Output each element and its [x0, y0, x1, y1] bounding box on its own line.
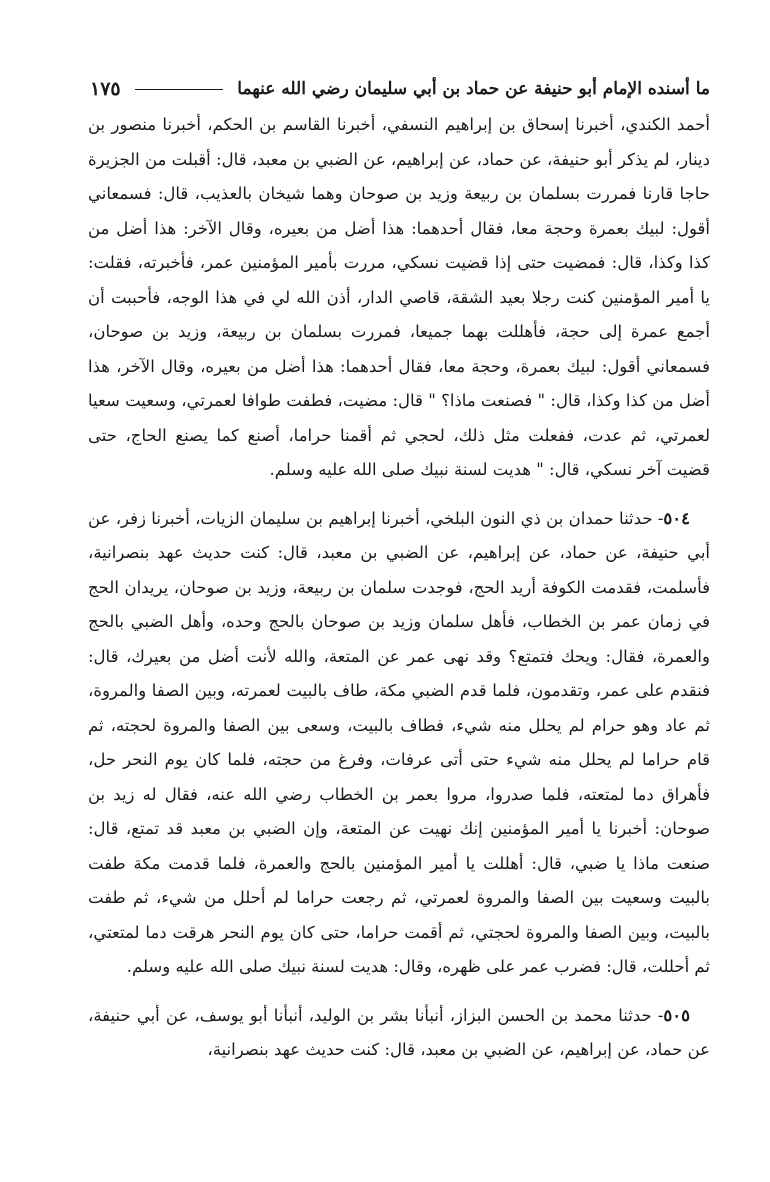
paragraph-text: أحمد الكندي، أخبرنا إسحاق بن إبراهيم النسفي، أخبرنا القاسم بن الحكم، أخبرنا منصور بن دينار، لم يذكر أبو حنيفة، عن حماد، عن إبراهيم، عن الضبي بن معبد، قال: أقبلت من الجزيرة حاجا قارنا فمررت بسلمان بن ربيعة وزيد بن صوحان وهما شيخان بالعذيب، قال: فسمعاني أقول: لبيك بعمرة وحجة معا، فقال أحدهما: هذا أضل من بعيره، وقال الآخر: هذا أضل من كذا وكذا، قال: فمضيت حتى إذا قضيت نسكي، مررت بأمير المؤمنين عمر، فأخبرته، فقلت: يا أمير المؤمنين كنت رجلا بعيد الشقة، قاصي الدار، أذن الله لي في هذا الوجه، فأحببت أن أجمع عمرة إلى حجة، فأهللت بهما جميعا، فمررت بسلمان بن ربيعة، وزيد بن صوحان، فسمعاني أقول: لبيك بعمرة، وحجة معا، فقال أحدهما: هذا أضل من بعيره، وقال الآخر، هذا أضل من كذا وكذا، قال: " فصنعت ماذا؟ " قال: مضيت، فطفت طوافا لعمرتي، وسعيت سعيا لعمرتي، ثم عدت، ففعلت مثل ذلك، لحجي ثم أقمنا حراما، أصنع كما يصنع الحاج، حتى قضيت آخر نسكي، قال: " هديت لسنة نبيك صلى الله عليه وسلم.: [88, 115, 710, 479]
paragraph-text: - حدثنا حمدان بن ذي النون البلخي، أخبرنا إبراهيم بن سليمان الزيات، أخبرنا زفر، عن أبي حنيفة، عن حماد، عن إبراهيم، عن الضبي بن معبد، قال: كنت حديث عهد بنصرانية، فأسلمت، فقدمت الكوفة أريد الحج، فوجدت سلمان بن ربيعة، وزيد بن صوحان، يريدان الحج في زمان عمر بن الخطاب، فأهل سلمان وزيد بن صوحان بالحج وحده، وأهل الضبي بالحج والعمرة، فقال: ويحك فتمتع؟ وقد نهى عمر عن المتعة، والله لأنت أضل من بعيرك، قال: فنقدم على عمر، وتقدمون، فلما قدم الضبي مكة، طاف بالبيت لعمرته، وبين الصفا والمروة، ثم عاد وهو حرام لم يحلل منه شيء، فطاف بالبيت، وسعى بين الصفا والمروة لحجته، ثم قام حراما لم يحلل منه شيء حتى أتى عرفات، وفرغ من حجته، فلما كان يوم النحر حل، فأهراق دما لمتعته، فلما صدروا، مروا بعمر بن الخطاب رضي الله عنه، فقال له زيد بن صوحان: أخبرنا يا أمير المؤمنين إنك نهيت عن المتعة، وإن الضبي بن معبد قد تمتع، قال: صنعت ماذا يا ضبي، قال: أهللت يا أمير المؤمنين بالحج والعمرة، فلما قدمت مكة طفت بالبيت وسعيت بين الصفا والمروة لعمرتي، ثم رجعت حراما لم أحلل من شيء، ثم طفت بالبيت، وبين الصفا والمروة لحجتي، ثم أقمت حراما، حتى كان يوم النحر هرقت دما لمتعتي، ثم أحللت، قال: فضرب عمر على ظهره، وقال: هديت لسنة نبيك صلى الله عليه وسلم.: [88, 508, 710, 976]
paragraph-text: - حدثنا محمد بن الحسن البزاز، أنبأنا بشر بن الوليد، أنبأنا أبو يوسف، عن أبي حنيفة، عن حماد، عن إبراهيم، عن الضبي بن معبد، قال: كنت حديث عهد بنصرانية،: [88, 1005, 710, 1059]
running-header: [88, 72, 710, 106]
hadith-number: ٥٠٤: [663, 508, 690, 528]
book-page: [88, 72, 710, 1068]
header-rule: [135, 89, 224, 90]
hadith-number: ٥٠٥: [663, 1005, 690, 1025]
paragraph-continued: [88, 108, 710, 488]
paragraph-hadith-505: [88, 999, 710, 1068]
page-number: ١٧٥: [90, 78, 121, 100]
running-title: ما أسنده الإمام أبو حنيفة عن حماد بن أبي سليمان رضي الله عنهما: [237, 79, 710, 99]
paragraph-hadith-504: [88, 502, 710, 985]
